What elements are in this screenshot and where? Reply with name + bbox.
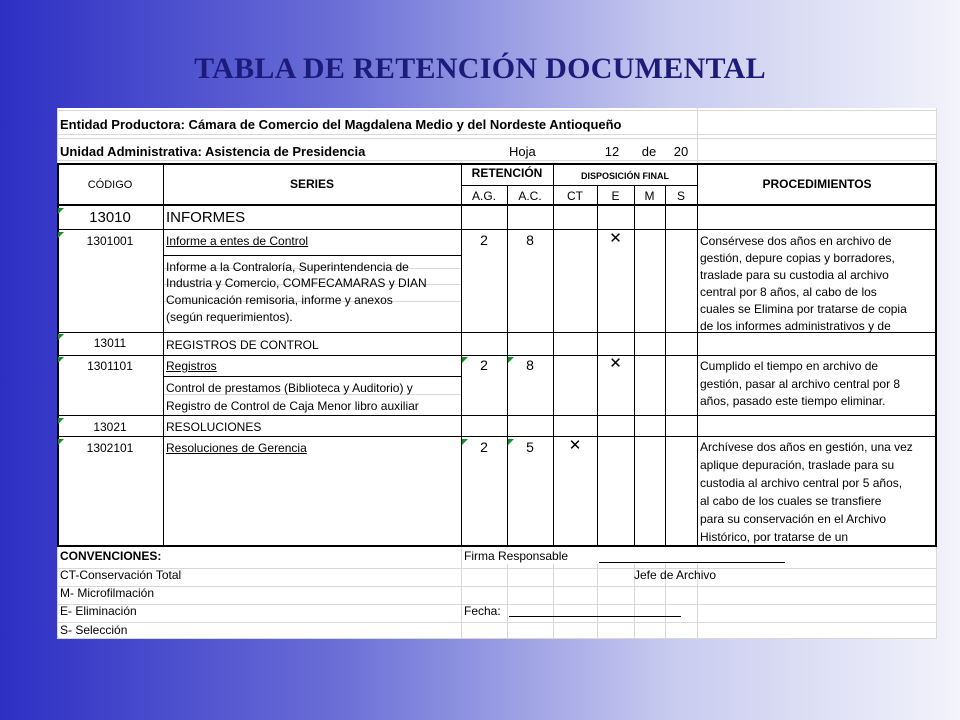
col-header-s: S — [676, 189, 685, 203]
document-type-line: Comunicación remisoria, informe y anexos — [166, 293, 393, 307]
table-gridline — [461, 544, 462, 638]
convencion-e: E- Eliminación — [60, 604, 137, 618]
table-gridline — [57, 110, 937, 111]
table-gridline — [507, 564, 508, 638]
cell-marker — [462, 357, 468, 363]
col-header-ac: A.C. — [518, 189, 542, 203]
mark-conservacion-total: ✕ — [568, 439, 582, 453]
table-gridline — [936, 544, 937, 638]
col-header-codigo: CÓDIGO — [87, 179, 133, 191]
procedure-line: aplique depuración, traslade para su — [700, 458, 895, 472]
cell-marker — [58, 334, 64, 340]
convenciones-label: CONVENCIONES: — [60, 549, 162, 563]
hoja-label: Hoja — [509, 145, 536, 159]
series-code: 13010 — [89, 209, 131, 226]
table-border — [665, 186, 666, 545]
series-code: 13011 — [93, 336, 127, 350]
procedure-line: traslade para su custodia al archivo — [700, 268, 889, 282]
table-border — [634, 186, 635, 545]
procedure-line: cuales se Elimina por tratarse de copia — [700, 302, 907, 316]
table-border — [57, 204, 937, 206]
procedure-line: para su conservación en el Archivo — [700, 512, 887, 526]
cell-marker — [508, 357, 514, 363]
table-border — [57, 163, 937, 165]
firma-label: Firma Responsable — [464, 549, 569, 563]
procedure-line: al cabo de los cuales se transfiere — [700, 494, 882, 508]
cell-marker — [462, 439, 468, 445]
col-header-series: SERIES — [289, 177, 334, 191]
table-gridline — [697, 108, 698, 163]
table-border — [57, 355, 937, 356]
series-name: REGISTROS DE CONTROL — [166, 338, 319, 352]
procedure-line: gestión, pasar al archivo central por 8 — [700, 377, 901, 391]
table-gridline — [57, 138, 937, 139]
cell-marker — [508, 439, 514, 445]
procedure-line: central por 8 años, al cabo de los — [700, 285, 877, 299]
mark-eliminacion: ✕ — [609, 232, 622, 246]
retencion-ag: 2 — [480, 233, 488, 247]
cell-marker — [58, 232, 64, 238]
cell-marker — [58, 208, 64, 214]
subseries-name[interactable]: Informe a entes de Control — [166, 234, 309, 248]
entidad-productora: Entidad Productora: Cámara de Comercio del Magdalena Medio y del Nordeste Antioqueño — [60, 118, 622, 132]
table-border — [697, 163, 698, 545]
document-type-line: Informe a la Contraloría, Superintendencia de — [166, 260, 409, 274]
col-header-retencion: RETENCIÓN — [471, 166, 543, 180]
col-header-procedimientos: PROCEDIMIENTOS — [762, 177, 872, 191]
col-header-ct: CT — [567, 189, 583, 203]
mark-eliminacion: ✕ — [609, 357, 622, 371]
series-code: 13021 — [93, 420, 127, 434]
procedure-line: Archívese dos años en gestión, una vez — [700, 440, 913, 454]
series-name: RESOLUCIONES — [166, 420, 262, 434]
table-border — [553, 163, 554, 545]
cell-marker — [58, 418, 64, 424]
subseries-code: 1301001 — [86, 234, 134, 248]
hoja-total: 20 — [673, 145, 689, 159]
subseries-name[interactable]: Resoluciones de Gerencia — [166, 441, 307, 455]
cell-marker — [58, 357, 64, 363]
page-title: TABLA DE RETENCIÓN DOCUMENTAL — [194, 52, 766, 85]
fecha-line — [509, 616, 681, 617]
subseries-code: 1301101 — [87, 359, 133, 373]
subseries-name[interactable]: Registros — [166, 359, 217, 373]
table-gridline — [57, 638, 937, 639]
firma-signature-line — [599, 562, 785, 563]
procedure-line: gestión, depure copias y borradores, — [700, 251, 895, 265]
convencion-s: S- Selección — [60, 623, 128, 637]
jefe-label: Jefe de Archivo — [634, 568, 717, 582]
series-name: INFORMES — [166, 209, 246, 226]
document-type-line: (según requerimientos). — [166, 310, 293, 324]
table-border — [163, 163, 164, 545]
convencion-ct: CT-Conservación Total — [60, 568, 182, 582]
procedure-line: de los informes administrativos y de — [700, 319, 891, 333]
procedure-line: Cumplido el tiempo en archivo de — [700, 359, 879, 373]
hoja-de: de — [641, 145, 657, 159]
retencion-ac: 5 — [526, 440, 534, 454]
convencion-m: M- Microfilmación — [60, 586, 155, 600]
table-gridline — [57, 160, 937, 161]
table-gridline — [597, 564, 598, 638]
retencion-ac: 8 — [526, 358, 534, 372]
col-header-m: M — [644, 189, 655, 203]
table-border — [57, 229, 937, 230]
table-gridline — [57, 544, 58, 638]
table-border — [163, 255, 461, 256]
document-type-line: Industria y Comercio, COMFECAMARAS y DIAN — [166, 276, 427, 290]
col-header-ag: A.G. — [471, 189, 496, 203]
procedure-line: Histórico, por tratarse de un — [700, 530, 849, 544]
retencion-ag: 2 — [480, 358, 488, 372]
table-border — [461, 163, 462, 545]
subseries-code: 1302101 — [86, 441, 134, 455]
table-border — [57, 436, 937, 437]
retention-table-sheet — [57, 108, 937, 638]
table-border — [57, 545, 937, 547]
table-gridline — [936, 108, 937, 163]
table-gridline — [57, 108, 58, 163]
document-type-line: Control de prestamos (Biblioteca y Auditorio) y — [166, 381, 413, 395]
procedure-line: custodia al archivo central por 5 años, — [700, 476, 903, 490]
table-border — [461, 185, 697, 186]
procedure-line: Consérvese dos años en archivo de — [700, 234, 892, 248]
cell-marker — [58, 439, 64, 445]
fecha-label: Fecha: — [464, 604, 501, 618]
table-border — [57, 415, 937, 416]
table-gridline — [553, 564, 554, 638]
col-header-e: E — [611, 189, 620, 203]
retencion-ag: 2 — [480, 440, 488, 454]
hoja-number: 12 — [604, 145, 620, 159]
col-header-disposicion: DISPOSICIÓN FINAL — [580, 171, 669, 181]
procedure-line: años, pasado este tiempo eliminar. — [700, 394, 886, 408]
document-type-line: Registro de Control de Caja Menor libro auxiliar — [166, 399, 419, 413]
unidad-administrativa: Unidad Administrativa: Asistencia de Presidencia — [60, 145, 366, 159]
table-border — [163, 376, 461, 377]
table-gridline — [57, 134, 937, 135]
retencion-ac: 8 — [526, 233, 534, 247]
